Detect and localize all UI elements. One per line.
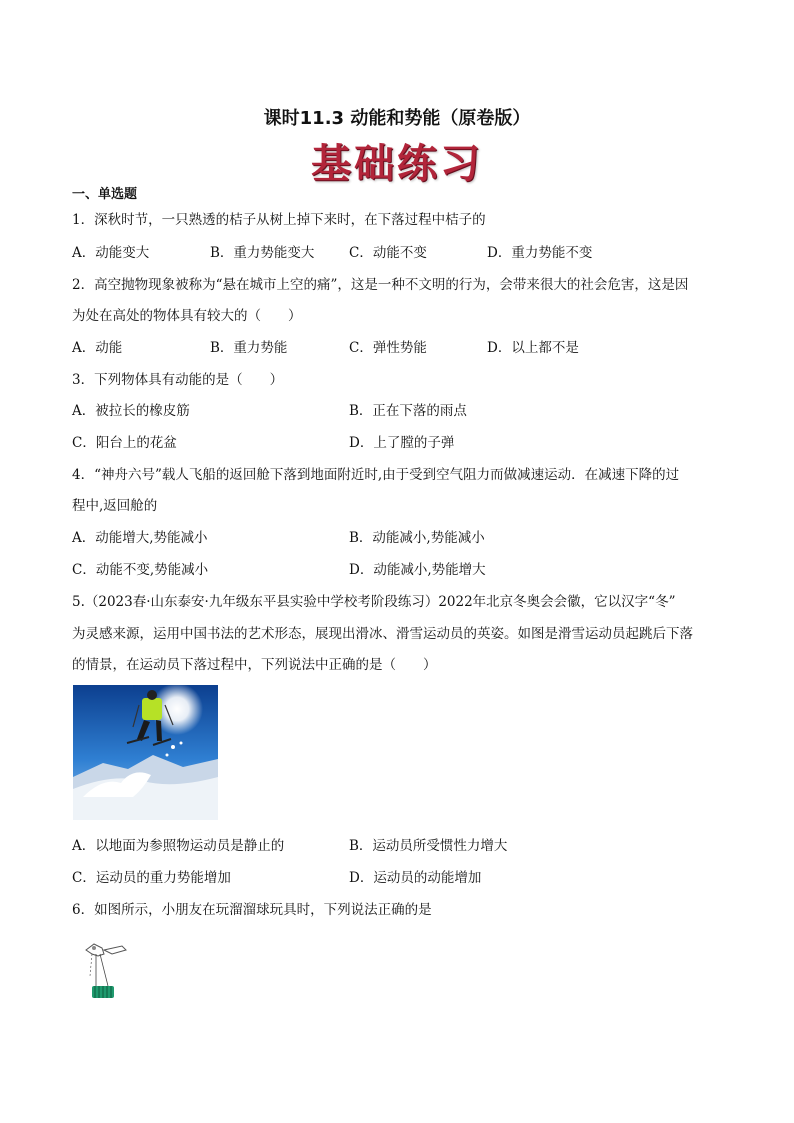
question-5-stem-line-3: 的情景，在运动员下落过程中，下列说法中正确的是（ ） [72,657,437,673]
section-heading: 一、单选题 [72,187,138,202]
question-2-stem-line-2: 为处在高处的物体具有较大的（ ） [72,308,302,324]
question-3-option-b: B．正在下落的雨点 [349,403,467,419]
question-6-stem: 6．如图所示，小朋友在玩溜溜球玩具时，下列说法正确的是 [72,902,432,918]
page-title: 课时11.3 动能和势能（原卷版） [263,108,531,129]
question-1-option-b: B．重力势能变大 [210,245,315,261]
question-4-stem-line-2: 程中,返回舱的 [72,498,158,514]
question-5-option-b: B．运动员所受惯性力增大 [349,838,508,854]
question-4-option-b: B．动能减小,势能减小 [349,530,485,546]
banner-heading: 基础练习 [311,141,483,187]
question-3-option-c: C．阳台上的花盆 [72,435,177,451]
question-2-option-b: B．重力势能 [210,340,288,356]
question-2-stem-line-1: 2．高空抛物现象被称为“悬在城市上空的痛”，这是一种不文明的行为，会带来很大的社会危害，这是因 [72,277,689,293]
question-2-option-a: A．动能 [72,340,123,356]
question-2-option-c: C．弹性势能 [349,340,427,356]
question-4-option-a: A．动能增大,势能减小 [72,530,208,546]
question-4-option-d: D．动能减小,势能增大 [349,562,486,578]
question-5-stem-line-1: 5.（2023春·山东泰安·九年级东平县实验中学校考阶段练习）2022年北京冬奥会会徽，它以汉字“冬” [72,594,676,610]
question-5-option-c: C．运动员的重力势能增加 [72,870,231,886]
question-1-option-a: A．动能变大 [72,245,150,261]
question-3-option-a: A．被拉长的橡皮筋 [72,403,190,419]
question-5-stem-line-2: 为灵感来源，运用中国书法的艺术形态，展现出滑冰、滑雪运动员的英姿。如图是滑雪运动员起跳后下落 [72,626,693,642]
question-1-option-c: C．动能不变 [349,245,427,261]
question-1-stem: 1．深秋时节，一只熟透的桔子从树上掉下来时，在下落过程中桔子的 [72,212,486,228]
question-3-option-d: D．上了膛的子弹 [349,435,455,451]
question-4-option-c: C．动能不变,势能减小 [72,562,209,578]
question-3-stem: 3．下列物体具有动能的是（ ） [72,372,284,388]
yoyo-figure [82,940,134,1002]
question-1-option-d: D．重力势能不变 [487,245,593,261]
skier-photo [73,685,218,820]
question-4-stem-line-1: 4．“神舟六号”载人飞船的返回舱下落到地面附近时,由于受到空气阻力而做减速运动．在减速下降的过 [72,467,680,483]
question-2-option-d: D．以上都不是 [487,340,579,356]
question-5-option-a: A．以地面为参照物运动员是静止的 [72,838,285,854]
question-5-option-d: D．运动员的动能增加 [349,870,482,886]
